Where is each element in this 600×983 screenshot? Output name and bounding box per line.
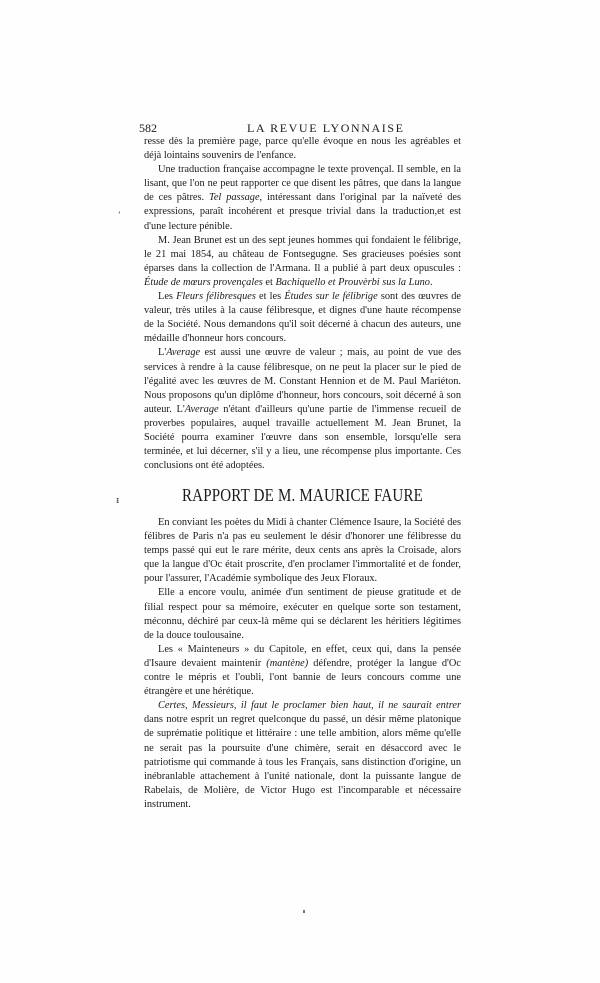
- text-run: dans notre esprit un regret quelconque du passé, un désir même platonique de suprématie politique et littéraire : une telle ambition, alors même qu'elle ne serait pas la poursuite d'une chimère, serait en désaccord avec le patriotisme qui commande à tous les Français, sans distinction d'origine, un inébranlable attachement à l'unité nationale, dont la puissante langue de Rabelais, de Molière, de Victor Hugo est l'incomparable et nécessaire instrument.: [144, 714, 461, 810]
- section-title: RAPPORT DE M. MAURICE FAURE: [181, 487, 424, 506]
- italic-run: Études sur le félibrige: [284, 291, 378, 303]
- page-number: 582: [139, 121, 157, 135]
- text-run: Les: [158, 291, 177, 303]
- text-run: sont des œuvres de valeur, très utiles à la cause félibresque, et dignes d'une haute récompense de la Société. Nous demandons qu'il soit décerné à chacun des auteurs, une médaille d'honneur hors concours.: [144, 291, 461, 345]
- italic-run: (mantène): [266, 657, 309, 669]
- paragraph: [144, 346, 461, 473]
- paragraph: [144, 699, 461, 812]
- text-run: En conviant les poètes du Midi à chanter Clémence Isaure, la Société des félibres de Paris n'a pas eu seulement le désir d'honorer une félibresse du temps passé qui eut le rare mérite, deux cents ans après la Croisade, alors que la langue d'Oc était proscrite, d'en proclamer l'immortalité et de fonder, pour l'assurer, l'Académie symbolique des Jeux Floraux.: [144, 517, 461, 585]
- italic-run: Fleurs félibresques: [176, 291, 256, 303]
- italic-run: Average: [166, 347, 201, 359]
- text-run: est aussi une œuvre de valeur ; mais, au point de vue des services à rendre à la cause félibresque, on ne peut la placer sur le pied de l'égalité avec les œuvres de M. Constant Hennion et de M. Paul Mariéton. Nous proposons qu'un diplôme d'honneur, hors concours, soit décerné à son auteur. L': [144, 347, 461, 415]
- paragraph: [144, 290, 461, 346]
- paragraph: [144, 516, 461, 586]
- text-run: et: [262, 276, 276, 288]
- paragraph: [144, 643, 461, 699]
- margin-mark: ʻ: [118, 211, 121, 221]
- journal-title: LA REVUE LYONNAISE: [247, 121, 405, 135]
- text-run: , intéressant dans l'original par la naïveté des expressions, paraît incohérent et presque trivial dans la traduction,et est d'une lecture pénible.: [144, 192, 462, 232]
- text-run: L': [158, 347, 167, 359]
- rapport-text: [144, 516, 461, 812]
- paragraph: [144, 135, 461, 163]
- italic-run: Tel passage: [209, 192, 260, 204]
- text-run: .: [429, 276, 433, 288]
- text-run: n'étant d'ailleurs qu'une partie de l'immense recueil de proverbes populaires, auquel travaille actuellement M. Jean Brunet, la Société pourra examiner l'œuvre dans son ensemble, lorsqu'elle sera terminée, et lui décerner, s'il y a lieu, une récompense plus importante. Ces conclusions ont été adoptées.: [144, 403, 461, 472]
- italic-run: Bachiquello et Prouvèrbi sus la Luno: [275, 276, 430, 288]
- paragraph: [144, 234, 461, 290]
- text-run: resse dès la première page, parce qu'elle évoque en nous les agréables et déjà lointains souvenirs de l'enfance.: [144, 136, 461, 162]
- italic-run: Average: [184, 403, 219, 415]
- text-run: défendre, protéger la langue d'Oc contre le mépris et l'oubli, l'ont bannie de leurs concours comme une étrangère et une hérétique.: [144, 657, 461, 698]
- margin-mark: ᵻ: [116, 496, 120, 506]
- paragraph: [144, 586, 461, 642]
- italic-run: Certes, Messieurs, il faut le proclamer bien haut, il ne saurait entrer: [158, 700, 461, 712]
- text-run: Une traduction française accompagne le texte provençal. Il semble, en la lisant, que l'on ne peut rapporter ce que disent les pâtres, que dans la langue de ces pâtres.: [144, 164, 461, 204]
- report-conclusion-text: [144, 135, 461, 473]
- paragraph: [144, 163, 461, 233]
- text-run: et les: [255, 291, 285, 303]
- italic-run: Étude de mœurs provençales: [144, 276, 263, 288]
- text-run: M. Jean Brunet est un des sept jeunes hommes qui fondaient le félibrige, le 21 mai 1854, au château de Fontsegugne. Ses gracieuses poésies sont éparses dans la collection de l'Armana. Il a publié à part deux opuscules :: [144, 234, 461, 274]
- scan-speck: [303, 910, 305, 913]
- text-run: Les « Mainteneurs » du Capitole, en effet, ceux qui, dans la pensée d'Isaure devaient maintenir: [144, 643, 461, 669]
- text-run: Elle a encore voulu, animée d'un sentiment de pieuse gratitude et de filial respect pour sa mémoire, exécuter en quelque sorte son testament, méconnu, déchiré par ceux-là même qui se déclarent les héritiers légitimes de la douce toulousaine.: [144, 587, 461, 641]
